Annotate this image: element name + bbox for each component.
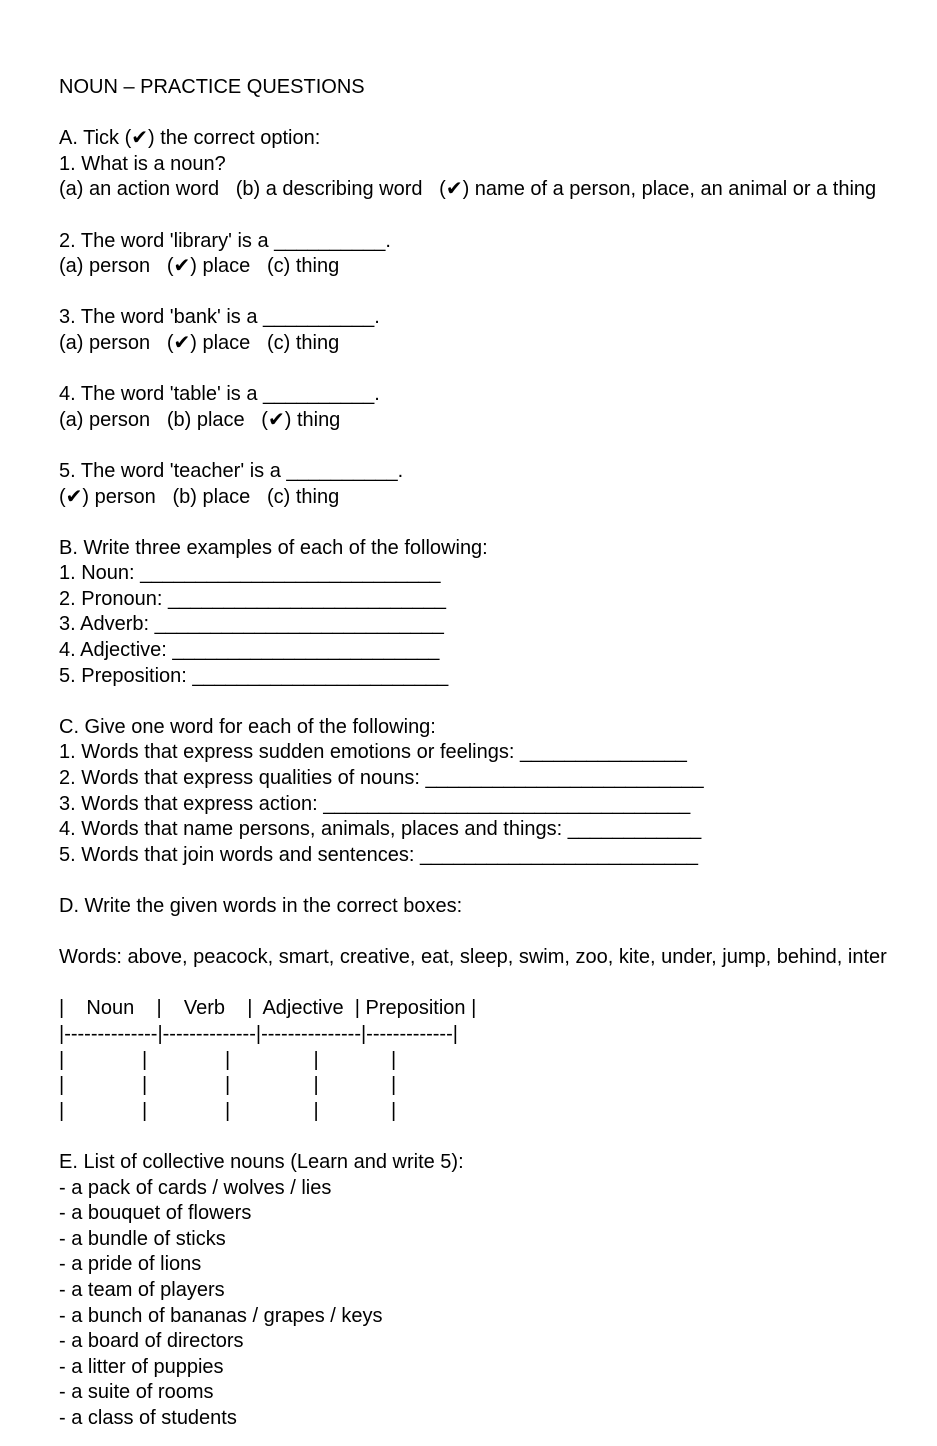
collective-noun-item: - a bouquet of flowers	[59, 1202, 252, 1225]
collective-noun-item: - a bunch of bananas / grapes / keys	[59, 1304, 383, 1327]
word-bank-line: Words: above, peacock, smart, creative, eat, sleep, swim, zoo, kite, under, jump, behind, inter	[59, 946, 887, 969]
table-divider-row: |--------------|--------------|---------------|-------------|	[59, 1022, 458, 1045]
question-5-options: (✔) person (b) place (c) thing	[59, 485, 340, 508]
spacer	[59, 971, 937, 997]
section-c	[59, 715, 937, 869]
collective-noun-item: - a suite of rooms	[59, 1381, 214, 1404]
section-a	[59, 126, 937, 510]
section-b-heading: B. Write three examples of each of the following:	[59, 536, 488, 559]
collective-noun-item: - a board of directors	[59, 1330, 244, 1353]
spacer	[59, 1124, 937, 1150]
one-word-item-2: 2. Words that express qualities of nouns: _________________________	[59, 767, 704, 790]
collective-noun-item: - a class of students	[59, 1406, 237, 1429]
section-a-heading: A. Tick (✔) the correct option:	[59, 127, 321, 150]
collective-noun-item: - a litter of puppies	[59, 1355, 224, 1378]
section-d-heading: D. Write the given words in the correct boxes:	[59, 895, 463, 917]
one-word-item-3: 3. Words that express action: _________________________________	[59, 792, 691, 815]
question-2: 2. The word 'library' is a __________.	[59, 229, 391, 252]
spacer	[59, 101, 937, 127]
table-row: | | | | |	[59, 1048, 397, 1071]
page-title: NOUN – PRACTICE QUESTIONS	[59, 76, 365, 98]
examples-line-preposition: 5. Preposition: _______________________	[59, 664, 449, 687]
question-1: 1. What is a noun?	[59, 152, 226, 175]
spacer	[59, 357, 937, 383]
worksheet-document	[59, 75, 937, 1431]
section-e-heading: E. List of collective nouns (Learn and write 5):	[59, 1150, 464, 1173]
collective-noun-item: - a team of players	[59, 1278, 225, 1301]
word-sort-table	[59, 996, 937, 1124]
question-3: 3. The word 'bank' is a __________.	[59, 306, 380, 329]
spacer	[59, 280, 937, 306]
table-header-row: | Noun | Verb | Adjective | Preposition |	[59, 997, 477, 1020]
collective-noun-item: - a pride of lions	[59, 1253, 202, 1276]
examples-line-pronoun: 2. Pronoun: _________________________	[59, 587, 447, 610]
one-word-item-5: 5. Words that join words and sentences: _________________________	[59, 843, 699, 866]
spacer	[59, 920, 937, 946]
section-c-heading: C. Give one word for each of the following:	[59, 715, 436, 738]
spacer	[59, 510, 937, 536]
collective-noun-item: - a bundle of sticks	[59, 1227, 226, 1250]
one-word-item-4: 4. Words that name persons, animals, places and things: ____________	[59, 818, 702, 841]
section-d	[59, 894, 937, 1124]
question-1-options: (a) an action word (b) a describing word (✔) name of a person, place, an animal or a thing	[59, 178, 877, 201]
question-4-options: (a) person (b) place (✔) thing	[59, 408, 341, 431]
question-5: 5. The word 'teacher' is a __________.	[59, 459, 404, 482]
table-row: | | | | |	[59, 1074, 397, 1097]
table-row: | | | | |	[59, 1099, 397, 1122]
question-3-options: (a) person (✔) place (c) thing	[59, 331, 340, 354]
examples-line-adjective: 4. Adjective: ________________________	[59, 639, 440, 662]
question-2-options: (a) person (✔) place (c) thing	[59, 255, 340, 278]
section-b	[59, 536, 937, 690]
examples-line-adverb: 3. Adverb: __________________________	[59, 613, 444, 636]
question-4: 4. The word 'table' is a __________.	[59, 383, 380, 406]
spacer	[59, 433, 937, 459]
spacer	[59, 868, 937, 894]
one-word-item-1: 1. Words that express sudden emotions or feelings: _______________	[59, 741, 687, 764]
examples-line-noun: 1. Noun: ___________________________	[59, 562, 441, 585]
spacer	[59, 689, 937, 715]
collective-noun-item: - a pack of cards / wolves / lies	[59, 1176, 332, 1199]
section-e	[59, 1150, 937, 1432]
spacer	[59, 203, 937, 229]
